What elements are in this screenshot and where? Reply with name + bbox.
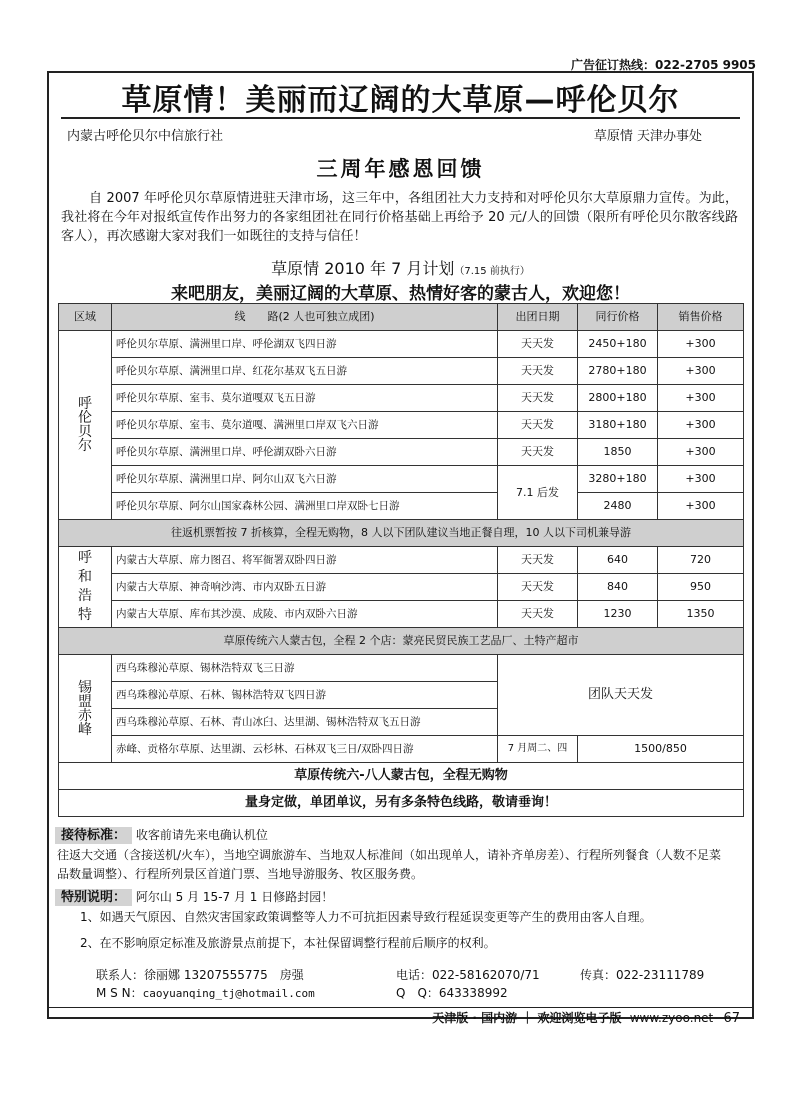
table-row [59,736,744,763]
contact-fax: 传真：022-23111789 [580,968,705,982]
footer-row [59,763,744,790]
hulunbuir-note: 往返机票暂按 7 折核算，全程无购物，8 人以下团队建议当地正餐自理，10 人以下司机兼导游 [59,520,744,547]
contact-phone: 电话：022-58162070/71 [396,968,540,982]
route-cell: 西乌珠穆沁草原、石林、青山冰臼、达里湖、锡林浩特双飞五日游 [112,709,498,736]
ad-hotline: 广告征订热线：022-2705 9905 [570,58,756,72]
table-row [59,439,744,466]
intro-paragraph: 自 2007 年呼伦贝尔草原情进驻天津市场，这三年中，各组团社大力支持和对呼伦贝尔大草原鼎力宣传。为此，我社将在今年对报纸宣传作出努力的各家组团社在同行价格基础上再给予 20 元/人的回馈（限所有呼伦贝尔散客线路客人），再次感谢大家对我们一如既往的支持与信任！ [61,191,738,244]
date-cell: 天天发 [498,547,578,574]
sale-price-cell: 1350 [658,601,744,628]
plan-note: （7.15 前执行） [454,266,530,277]
special-note: 阿尔山 5 月 15-7 月 1 日修路封园！ [135,890,334,904]
date-cell: 天天发 [498,574,578,601]
msn-line [96,984,315,1003]
peer-price-cell: 840 [578,574,658,601]
footer-row [59,790,744,817]
standard-note: 收客前请先来电确认机位 [135,828,268,842]
custom-tour-note: 量身定做，单团单议，另有多条特色线路，敬请垂询！ [59,790,744,817]
header-peer-price: 同行价格 [578,304,658,331]
route-cell: 内蒙古大草原、神奇响沙湾、市内双卧五日游 [112,574,498,601]
date-cell: 天天发 [498,331,578,358]
route-cell: 呼伦贝尔草原、满洲里口岸、呼伦湖双卧六日游 [112,439,498,466]
sale-price-cell: +300 [658,439,744,466]
slogan: 来吧朋友，美丽辽阔的大草原、热情好客的蒙古人，欢迎您！ [171,284,630,304]
route-cell: 呼伦贝尔草原、室韦、莫尔道嘎、满洲里口岸双飞六日游 [112,412,498,439]
price-cell: 1500/850 [578,736,744,763]
page-title: 草原情！美丽而辽阔的大草原—呼伦贝尔 [121,83,680,118]
plan-title-text: 草原情 2010 年 7 月计划 [271,259,455,278]
table-row [59,601,744,628]
route-cell: 内蒙古大草原、库布其沙漠、成陵、市内双卧六日游 [112,601,498,628]
region-hulunbuir: 呼 伦 贝 尔 [59,331,112,520]
route-cell: 呼伦贝尔草原、满洲里口岸、阿尔山双飞六日游 [112,466,498,493]
peer-price-cell: 1850 [578,439,658,466]
route-cell: 呼伦贝尔草原、满洲里口岸、红花尔基双飞五日游 [112,358,498,385]
sale-price-cell: +300 [658,493,744,520]
contact-person: 联系人：徐丽娜 13207555775 房强 [96,968,304,982]
peer-price-cell: 2780+180 [578,358,658,385]
region-hohhot: 呼 和 浩 特 [59,547,112,628]
route-cell: 呼伦贝尔草原、满洲里口岸、呼伦湖双飞四日游 [112,331,498,358]
date-cell: 天天发 [498,358,578,385]
sale-price-cell: +300 [658,331,744,358]
date-cell: 天天发 [498,439,578,466]
yurt-note: 草原传统六-八人蒙古包，全程无购物 [59,763,744,790]
route-cell: 呼伦贝尔草原、室韦、莫尔道嘎双飞五日游 [112,385,498,412]
group-daily-cell: 团队天天发 [498,655,744,736]
special-label: 特别说明： [55,889,132,906]
table-header-row [59,304,744,331]
region-xilin-chifeng: 锡 盟 赤 峰 [59,655,112,763]
site-url[interactable]: www.zyoo.net [629,1011,714,1025]
sale-price-cell: 950 [658,574,744,601]
header-date: 出团日期 [498,304,578,331]
page-footer [432,1009,740,1026]
hohhot-note: 草原传统六人蒙古包，全程 2 个店：蒙亮民贸民族工艺品厂、土特产超市 [59,628,744,655]
peer-price-cell: 2450+180 [578,331,658,358]
table-row [59,655,744,682]
peer-price-cell: 3180+180 [578,412,658,439]
table-row [59,493,744,520]
standard-section [55,824,268,843]
footer-rule [47,1007,754,1008]
route-cell: 赤峰、贡格尔草原、达里湖、云杉林、石林双飞三日/双卧四日游 [112,736,498,763]
table-row [59,412,744,439]
note-band-row [59,628,744,655]
peer-price-cell: 640 [578,547,658,574]
peer-price-cell: 3280+180 [578,466,658,493]
page-number: 67 [723,1011,740,1026]
peer-price-cell: 2480 [578,493,658,520]
sale-price-cell: +300 [658,466,744,493]
table-row [59,358,744,385]
sale-price-cell: +300 [658,385,744,412]
standard-label: 接待标准： [55,827,132,844]
special-section [55,886,333,905]
contact-qq: Q Q：643338992 [396,986,508,1000]
peer-price-cell: 1230 [578,601,658,628]
date-cell: 7.1 后发 [498,466,578,520]
plan-title [49,256,752,279]
date-cell: 天天发 [498,601,578,628]
table-row [59,385,744,412]
note-band-row [59,520,744,547]
agency-name: 内蒙古呼伦贝尔中信旅行社 [67,129,224,144]
msn-label: M S N： [96,986,143,1000]
sale-price-cell: 720 [658,547,744,574]
table-row [59,331,744,358]
route-cell: 西乌珠穆沁草原、锡林浩特双飞三日游 [112,655,498,682]
peer-price-cell: 2800+180 [578,385,658,412]
title-divider [61,117,740,119]
note-item: 1、如遇天气原因、自然灾害国家政策调整等人力不可抗拒因素导致行程延误变更等产生的费用由客人自理。 [80,910,652,924]
table-row [59,574,744,601]
route-cell: 西乌珠穆沁草原、石林、锡林浩特双飞四日游 [112,682,498,709]
header-route: 线 路(2 人也可独立成团) [112,304,498,331]
edition-label: 天津版 · 国内游 ｜ 欢迎浏览电子版 [432,1011,622,1025]
header-region: 区域 [59,304,112,331]
contact-block [96,966,736,1002]
sale-price-cell: +300 [658,412,744,439]
date-cell: 7 月周二、四 [498,736,578,763]
route-cell: 呼伦贝尔草原、阿尔山国家森林公园、满洲里口岸双卧七日游 [112,493,498,520]
standard-text: 往返大交通（含接送机/火车），当地空调旅游车、当地双人标准间（如出现单人，请补齐单房差）、行程所列餐食（人数不足菜品数量调整）、行程所列景区首道门票、当地导游服务、牧区服务费。 [57,848,722,881]
date-cell: 天天发 [498,385,578,412]
sale-price-cell: +300 [658,358,744,385]
table-row [59,547,744,574]
msn-address[interactable]: caoyuanqing_tj@hotmail.com [142,987,315,1000]
route-cell: 内蒙古大草原、席力图召、将军衙署双卧四日游 [112,547,498,574]
note-item: 2、在不影响原定标准及旅游景点前提下，本社保留调整行程前后顺序的权利。 [80,936,496,950]
date-cell: 天天发 [498,412,578,439]
header-sale-price: 销售价格 [658,304,744,331]
itinerary-table [58,303,744,817]
anniversary-heading: 三周年感恩回馈 [316,156,485,181]
notes-list [80,908,725,953]
office-name: 草原情 天津办事处 [593,129,702,144]
table-row [59,466,744,493]
